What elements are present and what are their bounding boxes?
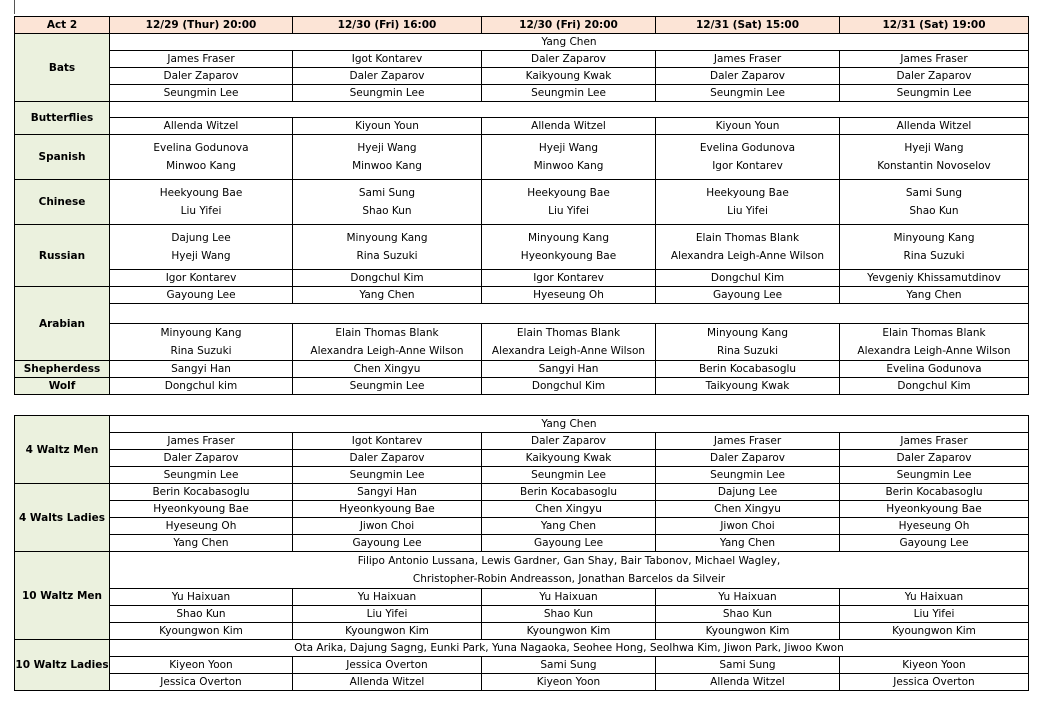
- cast-cell: Allenda Witzel: [482, 118, 656, 135]
- cast-cell: Yevgeniy Khissamutdinov: [840, 270, 1029, 287]
- cast-cell: Liu Yifei: [293, 606, 482, 623]
- cast-name: Heekyoung Bae: [159, 187, 243, 199]
- cast-cell: Shao Kun: [656, 606, 840, 623]
- cast-cell: Seungmin Lee: [656, 467, 840, 484]
- cast-cell: Kyoungwon Kim: [110, 623, 293, 640]
- cast-name: Minwoo Kang: [352, 160, 422, 172]
- cast-cell: [656, 324, 840, 361]
- cast-cell: Kyoungwon Kim: [656, 623, 840, 640]
- cast-cell: Yang Chen: [840, 287, 1029, 304]
- role-label-butterflies: Butterflies: [15, 102, 110, 135]
- cast-cell: Dongchul Kim: [482, 378, 656, 395]
- cast-cell: Berin Kocabasoglu: [482, 484, 656, 501]
- cast-name: Minyoung Kang: [346, 232, 428, 244]
- role-label-spanish: Spanish: [15, 135, 110, 180]
- role-label-arabian: Arabian: [15, 287, 110, 361]
- cast-cell: Kiyeon Yoon: [840, 657, 1029, 674]
- cast-cell: Gayoung Lee: [656, 287, 840, 304]
- cast-cell: Allenda Witzel: [840, 118, 1029, 135]
- empty-cell: [110, 304, 1029, 324]
- cast-cell: Dongchul Kim: [656, 270, 840, 287]
- cast-cell: Yang Chen: [110, 535, 293, 552]
- cast-cell: Daler Zaparov: [482, 433, 656, 450]
- cast-name: Minwoo Kang: [533, 160, 604, 172]
- cast-name: Hyeji Wang: [357, 142, 417, 154]
- cast-cell: Chen Xingyu: [656, 501, 840, 518]
- cast-cell: [482, 135, 656, 180]
- table-row: [15, 552, 1029, 589]
- cast-cell: Gayoung Lee: [840, 535, 1029, 552]
- cast-cell: Igor Kontarev: [482, 270, 656, 287]
- table-row: [15, 535, 1029, 552]
- cast-cell: Igot Kontarev: [293, 433, 482, 450]
- date-header: 12/30 (Fri) 20:00: [482, 17, 656, 34]
- cast-cell: [482, 180, 656, 225]
- cast-cell: Jessica Overton: [110, 674, 293, 691]
- table-row: [15, 135, 1029, 180]
- cast-cell: Hyeonkyoung Bae: [293, 501, 482, 518]
- cast-cell: Evelina Godunova: [840, 361, 1029, 378]
- cast-cell: Shao Kun: [110, 606, 293, 623]
- table-row: [15, 623, 1029, 640]
- cast-cell: Daler Zaparov: [840, 450, 1029, 467]
- cast-cell: Kiyeon Yoon: [482, 674, 656, 691]
- cast-name: Rina Suzuki: [170, 345, 232, 357]
- cast-cell: Taikyoung Kwak: [656, 378, 840, 395]
- role-label-bats: Bats: [15, 34, 110, 102]
- table-row: [15, 606, 1029, 623]
- table-row: [15, 361, 1029, 378]
- cast-cell: Dongchul kim: [110, 378, 293, 395]
- table-row: [15, 433, 1029, 450]
- cast-cell: Yang Chen: [293, 287, 482, 304]
- cast-name: Konstantin Novoselov: [877, 160, 991, 172]
- cast-name: Shao Kun: [909, 205, 959, 217]
- table-row: [15, 270, 1029, 287]
- cast-cell: Seungmin Lee: [293, 467, 482, 484]
- cast-name: Minyoung Kang: [893, 232, 975, 244]
- cast-cell: Seungmin Lee: [293, 378, 482, 395]
- table-row: [15, 518, 1029, 535]
- table-row: [15, 34, 1029, 51]
- cast-cell: [293, 225, 482, 270]
- cast-name: Rina Suzuki: [356, 250, 418, 262]
- table-row: [15, 484, 1029, 501]
- cast-cell: [656, 135, 840, 180]
- cast-cell: Allenda Witzel: [110, 118, 293, 135]
- role-label-10-waltz-ladies: 10 Waltz Ladies: [15, 640, 110, 691]
- date-header: 12/31 (Sat) 15:00: [656, 17, 840, 34]
- cast-name: Alexandra Leigh-Anne Wilson: [670, 250, 825, 262]
- cast-name: Heekyoung Bae: [706, 187, 789, 199]
- waltz-men4-lead: Yang Chen: [110, 416, 1029, 433]
- cast-name: Hyeji Wang: [904, 142, 964, 154]
- cast-cell: Seungmin Lee: [110, 85, 293, 102]
- cast-cell: Hyeonkyoung Bae: [110, 501, 293, 518]
- cast-cell: [656, 225, 840, 270]
- lead-line: Filipo Antonio Lussana, Lewis Gardner, Gan Shay, Bair Tabonov, Michael Wagley,: [357, 555, 781, 567]
- cast-cell: [110, 135, 293, 180]
- table-row: [15, 85, 1029, 102]
- cast-name: Rina Suzuki: [716, 345, 779, 357]
- cast-cell: Yu Haixuan: [482, 589, 656, 606]
- cast-cell: Igor Kontarev: [110, 270, 293, 287]
- cast-name: Minwoo Kang: [166, 160, 236, 172]
- cast-cell: Jiwon Choi: [293, 518, 482, 535]
- cast-cell: Liu Yifei: [840, 606, 1029, 623]
- table-row: [15, 589, 1029, 606]
- cast-cell: Daler Zaparov: [110, 68, 293, 85]
- table-row: [15, 102, 1029, 118]
- cast-cell: Hyeseung Oh: [840, 518, 1029, 535]
- cast-cell: Sami Sung: [656, 657, 840, 674]
- cast-name: Shao Kun: [362, 205, 412, 217]
- cast-cell: Yang Chen: [482, 518, 656, 535]
- cast-cell: Seungmin Lee: [840, 467, 1029, 484]
- cast-cell: Kyoungwon Kim: [293, 623, 482, 640]
- cast-cell: Gayoung Lee: [482, 535, 656, 552]
- cast-cell: Daler Zaparov: [656, 68, 840, 85]
- cast-name: Elain Thomas Blank: [335, 327, 439, 339]
- table-row: [15, 416, 1029, 433]
- role-label-russian: Russian: [15, 225, 110, 287]
- date-header: 12/30 (Fri) 16:00: [293, 17, 482, 34]
- cast-cell: Seungmin Lee: [840, 85, 1029, 102]
- waltz-cast-table: [14, 415, 1029, 691]
- cast-name: Hyeji Wang: [171, 250, 231, 262]
- cast-name: Minyoung Kang: [706, 327, 789, 339]
- cast-cell: [482, 225, 656, 270]
- table-row: [15, 640, 1029, 657]
- cast-name: Minyoung Kang: [160, 327, 242, 339]
- column-divider-line: [14, 0, 15, 14]
- cast-cell: James Fraser: [840, 433, 1029, 450]
- cast-cell: [110, 180, 293, 225]
- cast-name: Sami Sung: [905, 187, 963, 199]
- cast-cell: Kiyoun Youn: [656, 118, 840, 135]
- cast-cell: Gayoung Lee: [110, 287, 293, 304]
- cast-name: Elain Thomas Blank: [695, 232, 800, 244]
- cast-cell: Daler Zaparov: [110, 450, 293, 467]
- cast-name: Evelina Godunova: [699, 142, 796, 154]
- cast-cell: Allenda Witzel: [656, 674, 840, 691]
- cast-cell: Seungmin Lee: [482, 467, 656, 484]
- cast-cell: Dajung Lee: [656, 484, 840, 501]
- cast-name: Liu Yifei: [548, 205, 589, 217]
- cast-cell: Chen Xingyu: [293, 361, 482, 378]
- cast-cell: Jiwon Choi: [656, 518, 840, 535]
- act2-cast-table: [14, 16, 1029, 395]
- role-label-10-waltz-men: 10 Waltz Men: [15, 552, 110, 640]
- waltz-ladies10-lead: Ota Arika, Dajung Sagng, Eunki Park, Yuna Nagaoka, Seohee Hong, Seolhwa Kim, Jiwon Park, Jiwoo Kwon: [110, 640, 1029, 657]
- cast-name: Alexandra Leigh-Anne Wilson: [857, 345, 1011, 357]
- cast-cell: Kiyeon Yoon: [110, 657, 293, 674]
- table-row: [15, 287, 1029, 304]
- table-row: [15, 225, 1029, 270]
- table-row: [15, 501, 1029, 518]
- cast-cell: [840, 180, 1029, 225]
- role-label-wolf: Wolf: [15, 378, 110, 395]
- cast-name: Hyeji Wang: [538, 142, 599, 154]
- cast-name: Heekyoung Bae: [527, 187, 610, 199]
- cast-cell: [840, 324, 1029, 361]
- role-label-shepherdess: Shepherdess: [15, 361, 110, 378]
- cast-cell: [293, 180, 482, 225]
- cast-cell: Igot Kontarev: [293, 51, 482, 68]
- cast-cell: [293, 324, 482, 361]
- cast-name: Minyoung Kang: [527, 232, 610, 244]
- role-label-chinese: Chinese: [15, 180, 110, 225]
- cast-name: Igor Kontarev: [712, 160, 783, 172]
- table-row: [15, 304, 1029, 324]
- header-row: [15, 17, 1029, 34]
- act-label: Act 2: [15, 17, 110, 34]
- cast-cell: Berin Kocabasoglu: [840, 484, 1029, 501]
- cast-cell: Sami Sung: [482, 657, 656, 674]
- cast-name: Liu Yifei: [180, 205, 222, 217]
- cast-cell: Yu Haixuan: [293, 589, 482, 606]
- cast-cell: Kiyoun Youn: [293, 118, 482, 135]
- cast-cell: Allenda Witzel: [293, 674, 482, 691]
- cast-cell: Hyeonkyoung Bae: [840, 501, 1029, 518]
- cast-name: Dajung Lee: [171, 232, 231, 244]
- cast-cell: Yu Haixuan: [656, 589, 840, 606]
- cast-cell: Gayoung Lee: [293, 535, 482, 552]
- cast-cell: Seungmin Lee: [482, 85, 656, 102]
- cast-cell: [110, 324, 293, 361]
- cast-cell: James Fraser: [656, 51, 840, 68]
- cast-cell: Sangyi Han: [482, 361, 656, 378]
- cast-cell: James Fraser: [840, 51, 1029, 68]
- table-row: [15, 68, 1029, 85]
- cast-name: Alexandra Leigh-Anne Wilson: [491, 345, 646, 357]
- cast-cell: Dongchul Kim: [293, 270, 482, 287]
- cast-cell: Kyoungwon Kim: [840, 623, 1029, 640]
- cast-name: Rina Suzuki: [903, 250, 965, 262]
- cast-cell: James Fraser: [110, 433, 293, 450]
- table-row: [15, 657, 1029, 674]
- cast-cell: Kaikyoung Kwak: [482, 68, 656, 85]
- cast-cell: Dongchul Kim: [840, 378, 1029, 395]
- cast-name: Elain Thomas Blank: [516, 327, 621, 339]
- cast-cell: Daler Zaparov: [293, 68, 482, 85]
- table-row: [15, 324, 1029, 361]
- cast-cell: Chen Xingyu: [482, 501, 656, 518]
- cast-cell: Hyeseung Oh: [110, 518, 293, 535]
- cast-cell: Hyeseung Oh: [482, 287, 656, 304]
- cast-cell: [482, 324, 656, 361]
- table-row: [15, 180, 1029, 225]
- table-row: [15, 450, 1029, 467]
- cast-cell: Jessica Overton: [840, 674, 1029, 691]
- waltz-men10-lead: [110, 552, 1029, 589]
- cast-cell: Kaikyoung Kwak: [482, 450, 656, 467]
- bats-lead: Yang Chen: [110, 34, 1029, 51]
- cast-cell: Sangyi Han: [110, 361, 293, 378]
- cast-name: Sami Sung: [358, 187, 416, 199]
- cast-cell: Kyoungwon Kim: [482, 623, 656, 640]
- date-header: 12/29 (Thur) 20:00: [110, 17, 293, 34]
- cast-cell: Jessica Overton: [293, 657, 482, 674]
- cast-name: Liu Yifei: [727, 205, 768, 217]
- cast-cell: Yu Haixuan: [840, 589, 1029, 606]
- cast-cell: Yu Haixuan: [110, 589, 293, 606]
- role-label-4-waltz-ladies: 4 Walts Ladies: [15, 484, 110, 552]
- lead-line: Christopher-Robin Andreasson, Jonathan Barcelos da Silveir: [412, 573, 726, 585]
- cast-cell: Berin Kocabasoglu: [110, 484, 293, 501]
- cast-cell: [110, 225, 293, 270]
- cast-cell: Sangyi Han: [293, 484, 482, 501]
- empty-cell: [110, 102, 1029, 118]
- cast-name: Elain Thomas Blank: [882, 327, 986, 339]
- cast-cell: Seungmin Lee: [293, 85, 482, 102]
- cast-cell: [840, 135, 1029, 180]
- role-label-4-waltz-men: 4 Waltz Men: [15, 416, 110, 484]
- cast-cell: Daler Zaparov: [656, 450, 840, 467]
- cast-cell: Seungmin Lee: [110, 467, 293, 484]
- cast-cell: Daler Zaparov: [482, 51, 656, 68]
- cast-name: Hyeonkyoung Bae: [520, 250, 617, 262]
- cast-name: Alexandra Leigh-Anne Wilson: [310, 345, 464, 357]
- cast-name: Evelina Godunova: [153, 142, 249, 154]
- cast-cell: [293, 135, 482, 180]
- table-row: [15, 378, 1029, 395]
- cast-cell: Seungmin Lee: [656, 85, 840, 102]
- table-row: [15, 51, 1029, 68]
- cast-cell: Yang Chen: [656, 535, 840, 552]
- date-header: 12/31 (Sat) 19:00: [840, 17, 1029, 34]
- table-row: [15, 674, 1029, 691]
- cast-cell: James Fraser: [110, 51, 293, 68]
- cast-cell: James Fraser: [656, 433, 840, 450]
- cast-cell: Shao Kun: [482, 606, 656, 623]
- cast-cell: Berin Kocabasoglu: [656, 361, 840, 378]
- table-row: [15, 118, 1029, 135]
- table-row: [15, 467, 1029, 484]
- cast-cell: [840, 225, 1029, 270]
- cast-cell: Daler Zaparov: [293, 450, 482, 467]
- cast-cell: Daler Zaparov: [840, 68, 1029, 85]
- cast-cell: [656, 180, 840, 225]
